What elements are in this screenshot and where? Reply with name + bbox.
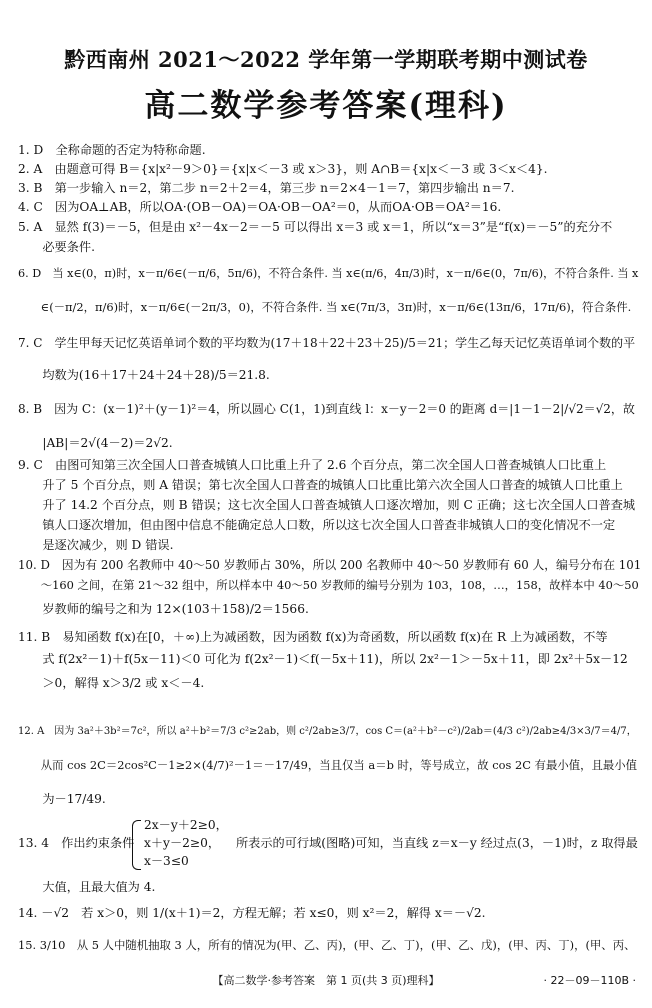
q13-constraint-1: 2x－y＋2≥0，: [144, 818, 228, 832]
answer-line-q1: 1. D 全称命题的否定为特称命题.: [18, 143, 206, 157]
answer-line-q11a: 11. B 易知函数 f(x)在[0，＋∞)上为减函数，因为函数 f(x)为奇函数，所以函数 f(x)在 R 上为减函数，不等: [18, 630, 608, 644]
answer-line-q8b: |AB|＝2√(4－2)＝2√2.: [18, 436, 173, 450]
q13-brace: [132, 820, 141, 870]
answer-line-q10c: 岁教师的编号之和为 12×(103＋158)/2＝1566.: [18, 602, 309, 616]
answer-line-q5b: 必要条件.: [18, 240, 95, 254]
answer-line-q12b: 从而 cos 2C＝2cos²C－1≥2×(4/7)²－1＝－17/49，当且仅当 a＝b 时，等号成立，故 cos 2C 有最小值，且最小值: [18, 758, 638, 772]
answer-line-q13b: 大值，且最大值为 4.: [18, 880, 156, 894]
answer-line-q8a: 8. B 因为 C：(x－1)²＋(y－1)²＝4，所以圆心 C(1，1)到直线 l：x－y－2＝0 的距离 d＝|1－1－2|/√2＝√2，故: [18, 402, 635, 416]
exam-title: 黔西南州 2021～2022 学年第一学期联考期中测试卷: [64, 47, 588, 72]
answer-line-q11b: 式 f(2x²－1)＋f(5x－11)＜0 可化为 f(2x²－1)＜f(－5x＋11)，所以 2x²－1＞－5x＋11，即 2x²＋5x－12: [18, 652, 628, 666]
footer-page-info: 【高二数学·参考答案 第 1 页(共 3 页)理科】: [212, 974, 440, 987]
answer-line-q9c: 升了 14.2 个百分点，则 B 错误；这七次全国人口普查城镇人口逐次增加，则 C 正确；这七次全国人口普查城: [18, 498, 636, 512]
answer-line-q6a: 6. D 当 x∈(0，π)时，x－π/6∈(－π/6，5π/6)，不符合条件. 当 x∈(π/6，4π/3)时，x－π/6∈(0，7π/6)，不符合条件. 当 x: [18, 267, 639, 280]
answer-line-q10a: 10. D 因为有 200 名教师中 40～50 岁教师占 30%，所以 200 名教师中 40～50 岁教师有 60 人，编号分布在 101: [18, 558, 642, 572]
answer-line-q3: 3. B 第一步输入 n＝2，第二步 n＝2＋2＝4，第三步 n＝2×4－1＝7，第四步输出 n＝7.: [18, 181, 515, 195]
answer-line-q6b: ∈(－π/2，π/6)时，x－π/6∈(－2π/3，0)，不符合条件. 当 x∈(7π/3，3π)时，x－π/6∈(13π/6，17π/6)，符合条件.: [18, 300, 632, 314]
footer-code: · 22－09－110B ·: [543, 974, 636, 987]
answer-line-q12c: 为－17/49.: [18, 792, 106, 806]
answer-line-q7b: 均数为(16＋17＋24＋24＋28)/5＝21.8.: [18, 368, 270, 382]
answer-line-q5a: 5. A 显然 f(3)＝－5，但是由 x²－4x－2＝－5 可以得出 x＝3 或 x＝1，所以“x＝3”是“f(x)＝－5”的充分不: [18, 220, 613, 234]
answer-line-q9e: 是逐次减少，则 D 错误.: [18, 538, 174, 552]
answer-line-q11c: ＞0，解得 x＞3/2 或 x＜－4.: [18, 676, 205, 690]
answer-line-q2: 2. A 由题意可得 B＝{x|x²－9＞0}＝{x|x＜－3 或 x＞3}，则 A∩B＝{x|x＜－3 或 3＜x＜4}.: [18, 162, 548, 176]
q13-suffix: 所表示的可行域(图略)可知，当直线 z＝x－y 经过点(3，－1)时，z 取得最: [236, 836, 638, 850]
q13-constraint-3: x－3≤0: [144, 854, 189, 868]
answer-line-q9b: 升了 5 个百分点，则 A 错误；第七次全国人口普查的城镇人口比重比第六次全国人口普查的城镇人口比重上: [18, 478, 623, 492]
answer-line-q15: 15. 3/10 从 5 人中随机抽取 3 人，所有的情况为(甲、乙、丙)，(甲、乙、丁)，(甲、乙、戊)，(甲、丙、丁)，(甲、丙、: [18, 938, 636, 952]
answer-line-q9d: 镇人口逐次增加，但由图中信息不能确定总人口数，所以这七次全国人口普查非城镇人口的变化情况不一定: [18, 518, 616, 532]
q13-prefix: 13. 4 作出约束条件: [18, 836, 135, 850]
answer-line-q7a: 7. C 学生甲每天记忆英语单词个数的平均数为(17＋18＋22＋23＋25)/5＝21；学生乙每天记忆英语单词个数的平: [18, 336, 636, 350]
q13-constraint-2: x＋y－2≥0，: [144, 836, 221, 850]
answer-line-q4: 4. C 因为OA⊥AB，所以OA·(OB－OA)＝OA·OB－OA²＝0，从而OA·OB＝OA²＝16.: [18, 200, 502, 214]
answer-line-q9a: 9. C 由图可知第三次全国人口普查城镇人口比重上升了 2.6 个百分点，第二次全国人口普查城镇人口比重上: [18, 458, 607, 472]
answer-line-q10b: ～160 之间，在第 21～32 组中，所以样本中 40～50 岁教师的编号分别为 103，108，…，158，故样本中 40～50: [18, 578, 639, 592]
answer-line-q12a: 12. A 因为 3a²＋3b²＝7c²，所以 a²＋b²＝7/3 c²≥2ab，则 c²/2ab≥3/7，cos C＝(a²＋b²－c²)/2ab＝(4/3 c²)/2ab≥4/3×3/7＝4/7，: [18, 726, 637, 737]
answer-line-q14: 14. －√2 若 x＞0，则 1/(x＋1)＝2，方程无解；若 x≤0，则 x²＝2，解得 x＝－√2.: [18, 906, 486, 920]
answer-key-subtitle: 高二数学参考答案(理科): [144, 88, 508, 124]
